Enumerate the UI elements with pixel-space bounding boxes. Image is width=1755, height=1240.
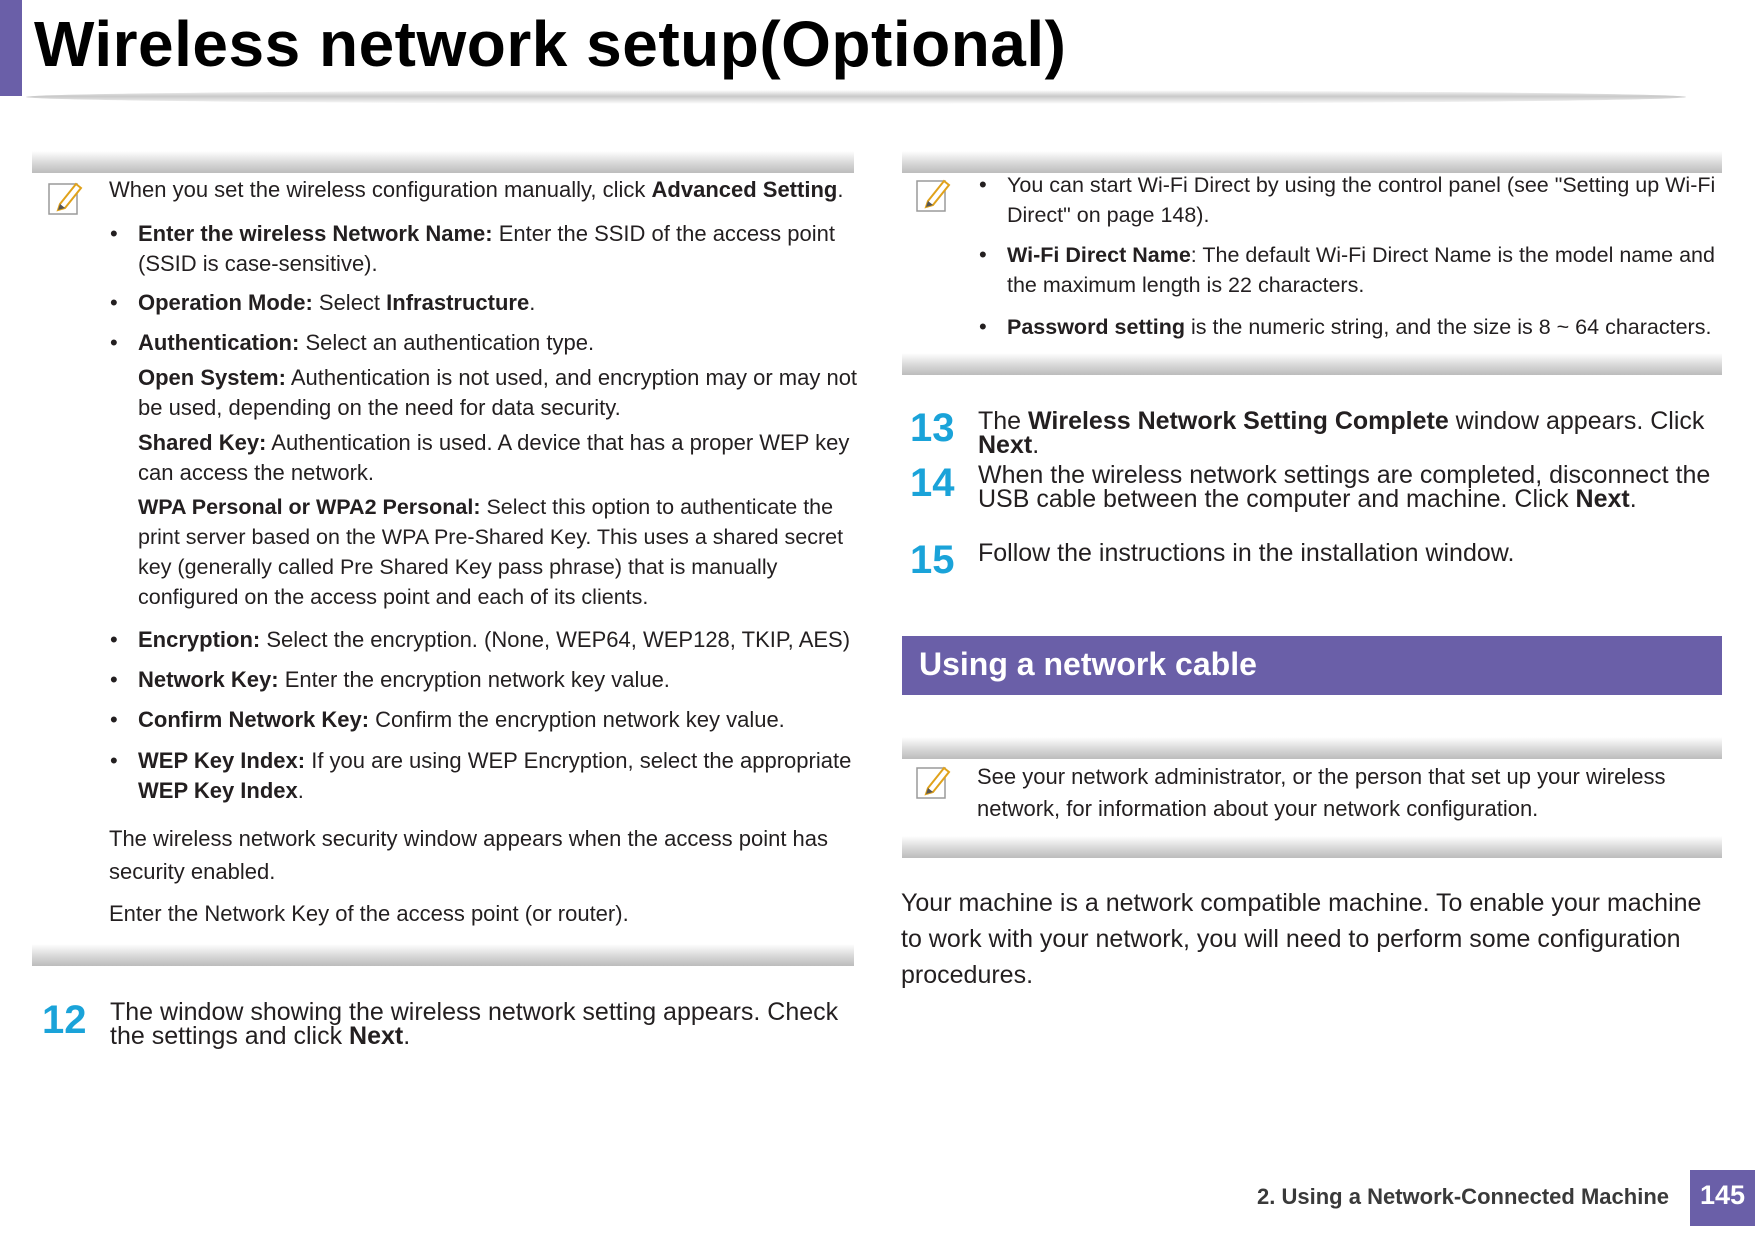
bullet: • — [110, 667, 118, 692]
network-key-paragraph: Enter the Network Key of the access point (or router). — [109, 901, 629, 926]
list-item: Operation Mode: Select Infrastructure. — [138, 290, 536, 315]
step-text: The window showing the wireless network setting appears. Check the settings and click Next. — [110, 998, 839, 1050]
bullet: • — [979, 314, 987, 339]
bullet: • — [110, 221, 118, 246]
section-body: Your machine is a network compatible machine. To enable your machine to work with your network, you will need to perform some configuration procedures. — [901, 889, 1702, 989]
note-pencil-icon — [914, 762, 954, 802]
list-item: Password setting is the numeric string, and the size is 8 ~ 64 characters. — [1007, 315, 1712, 339]
bullet: • — [110, 627, 118, 652]
note-bottom-bar — [902, 353, 1722, 375]
list-item: Network Key: Enter the encryption network key value. — [138, 667, 670, 692]
list-item: Confirm Network Key: Confirm the encryption network key value. — [138, 707, 785, 732]
note-pencil-icon — [46, 178, 86, 218]
advanced-setting-label: Advanced Setting — [651, 177, 838, 202]
step-number: 15 — [910, 538, 955, 582]
note-intro: When you set the wireless configuration manually, click Advanced Setting. — [109, 177, 844, 202]
note-bottom-bar — [32, 944, 854, 966]
bullet: • — [110, 290, 118, 315]
list-item: Wi-Fi Direct Name: The default Wi-Fi Direct Name is the model name and the maximum length is 22 characters. — [1007, 243, 1715, 297]
title-divider — [26, 90, 1686, 104]
step-text: When the wireless network settings are completed, disconnect the USB cable between the computer and machine. Click Next. — [978, 461, 1711, 513]
security-paragraph: The wireless network security window appears when the access point has security enabled. — [109, 826, 829, 884]
bullet: • — [110, 707, 118, 732]
page-title: Wireless network setup(Optional) — [34, 8, 1067, 80]
footer-chapter: 2. Using a Network-Connected Machine — [1257, 1184, 1669, 1209]
auth-type: Shared Key: Authentication is used. A device that has a proper WEP key can access the network. — [138, 430, 850, 485]
list-item: WEP Key Index: If you are using WEP Encryption, select the appropriate WEP Key Index. — [138, 748, 852, 803]
note-top-bar — [32, 151, 854, 173]
title-accent-bar — [0, 0, 22, 96]
auth-type: WPA Personal or WPA2 Personal: Select this option to authenticate the print server based on the WPA Pre-Shared Key. This uses a shared secret key (generally called Pre Shared Key pass phrase) that is manually configured on the access point and each of its clients. — [138, 495, 844, 609]
section-note: See your network administrator, or the person that set up your wireless network, for information about your network configuration. — [977, 764, 1666, 821]
step-number: 14 — [910, 461, 955, 505]
list-item: Enter the wireless Network Name: Enter the SSID of the access point (SSID is case-sensitive). — [138, 221, 835, 276]
bullet: • — [110, 330, 118, 355]
step-number: 12 — [42, 998, 87, 1042]
step-text: Follow the instructions in the installation window. — [978, 539, 1515, 567]
list-item: Encryption: Select the encryption. (None, WEP64, WEP128, TKIP, AES) — [138, 627, 851, 652]
step-number: 13 — [910, 406, 955, 450]
page-number: 145 — [1690, 1170, 1755, 1226]
bullet: • — [979, 172, 987, 197]
bullet: • — [110, 748, 118, 773]
auth-type: Open System: Authentication is not used, and encryption may or may not be used, depending on the need for data security. — [138, 365, 858, 420]
note-pencil-icon — [914, 175, 954, 215]
section-heading: Using a network cable — [902, 636, 1722, 695]
bullet: • — [979, 242, 987, 267]
list-item: You can start Wi-Fi Direct by using the control panel (see "Setting up Wi-Fi Direct" on page 148). — [1007, 173, 1716, 227]
note-top-bar — [902, 737, 1722, 759]
list-item: Authentication: Select an authentication type. — [138, 330, 595, 355]
note-bottom-bar — [902, 836, 1722, 858]
step-text: The Wireless Network Setting Complete window appears. Click Next. — [978, 407, 1705, 459]
